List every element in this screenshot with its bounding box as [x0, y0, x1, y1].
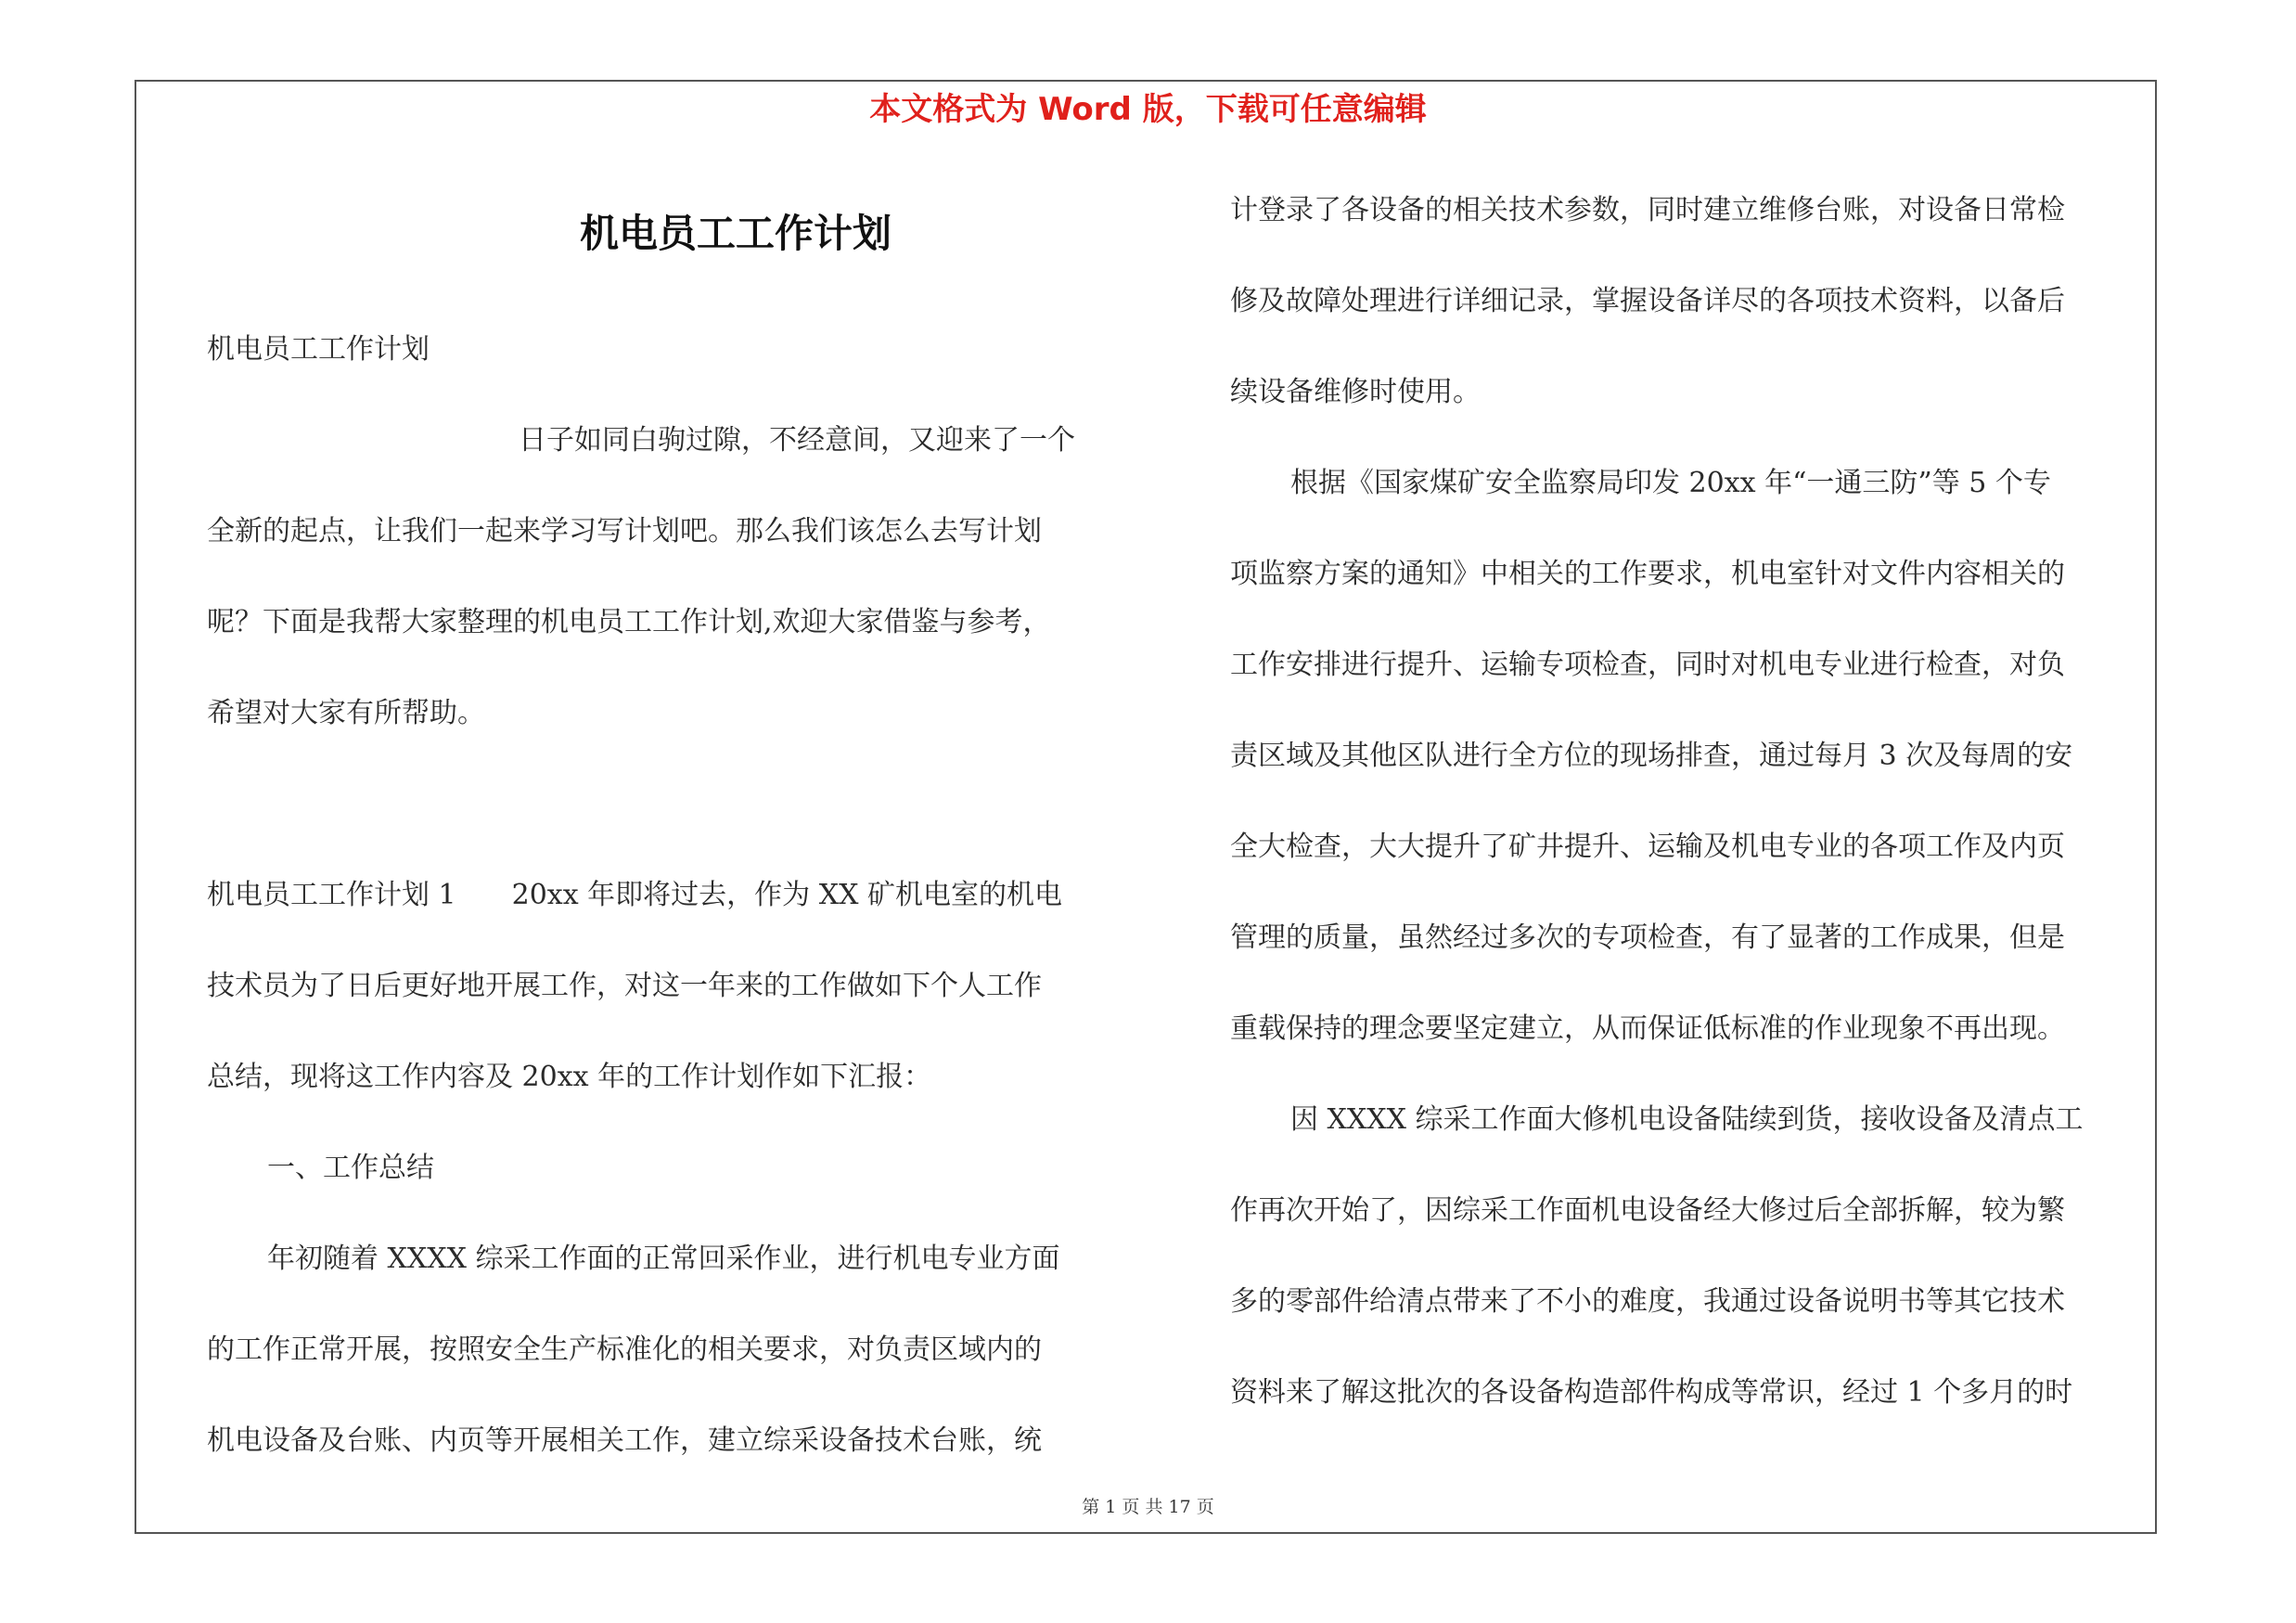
right-line-4: 根据《国家煤矿安全监察局印发 20xx 年“一通三防”等 5 个专 — [1290, 467, 2051, 499]
page-number-footer: 第 1 页 共 17 页 — [1082, 1497, 1214, 1517]
right-line-10: 重载保持的理念要坚定建立，从而保证低标准的作业现象不再出现。 — [1230, 1012, 2065, 1045]
right-line-13: 多的零部件给清点带来了不小的难度，我通过设备说明书等其它技术 — [1230, 1285, 2065, 1318]
right-line-3: 续设备维修时使用。 — [1230, 376, 1481, 408]
right-line-9: 管理的质量，虽然经过多次的专项检查，有了显著的工作成果，但是 — [1230, 921, 2065, 954]
left-line-8: 总结，现将这工作内容及 20xx 年的工作计划作如下汇报： — [207, 1061, 932, 1093]
right-line-1: 计登录了各设备的相关技术参数，同时建立维修台账，对设备日常检 — [1230, 194, 2065, 226]
left-line-4: 呢？下面是我帮大家整理的机电员工工作计划,欢迎大家借鉴与参考， — [207, 606, 1051, 638]
left-line-3: 全新的起点，让我们一起来学习写计划吧。那么我们该怎么去写计划 — [207, 515, 1042, 547]
left-line-2: 日子如同白驹过隙，不经意间，又迎来了一个 — [519, 424, 1075, 457]
left-line-6: 机电员工工作计划 1 20xx 年即将过去，作为 XX 矿机电室的机电 — [207, 879, 1062, 911]
left-line-11: 的工作正常开展，按照安全生产标准化的相关要求，对负责区域内的 — [207, 1333, 1042, 1366]
left-line-1: 机电员工工作计划 — [207, 333, 430, 366]
right-line-8: 全大检查，大大提升了矿井提升、运输及机电专业的各项工作及内页 — [1230, 831, 2065, 863]
right-line-5: 项监察方案的通知》中相关的工作要求，机电室针对文件内容相关的 — [1230, 558, 2065, 590]
left-line-12: 机电设备及台账、内页等开展相关工作，建立综采设备技术台账，统 — [207, 1424, 1042, 1457]
right-line-7: 责区域及其他区队进行全方位的现场排查，通过每月 3 次及每周的安 — [1230, 740, 2073, 772]
document-title: 机电员工工作计划 — [579, 211, 891, 256]
edit-notice-banner: 本文格式为 Word 版，下载可任意编辑 — [869, 91, 1427, 128]
section-heading-work-summary: 一、工作总结 — [267, 1152, 434, 1184]
left-line-7: 技术员为了日后更好地开展工作，对这一年来的工作做如下个人工作 — [207, 970, 1042, 1002]
right-line-11: 因 XXXX 综采工作面大修机电设备陆续到货，接收设备及清点工 — [1290, 1103, 2084, 1136]
right-line-2: 修及故障处理进行详细记录，掌握设备详尽的各项技术资料，以备后 — [1230, 285, 2065, 317]
right-line-14: 资料来了解这批次的各设备构造部件构成等常识，经过 1 个多月的时 — [1230, 1376, 2073, 1409]
right-line-6: 工作安排进行提升、运输专项检查，同时对机电专业进行检查，对负 — [1230, 649, 2065, 681]
left-line-5: 希望对大家有所帮助。 — [207, 697, 485, 729]
left-line-10: 年初随着 XXXX 综采工作面的正常回采作业，进行机电专业方面 — [267, 1243, 1060, 1275]
right-line-12: 作再次开始了，因综采工作面机电设备经大修过后全部拆解，较为繁 — [1230, 1194, 2065, 1227]
